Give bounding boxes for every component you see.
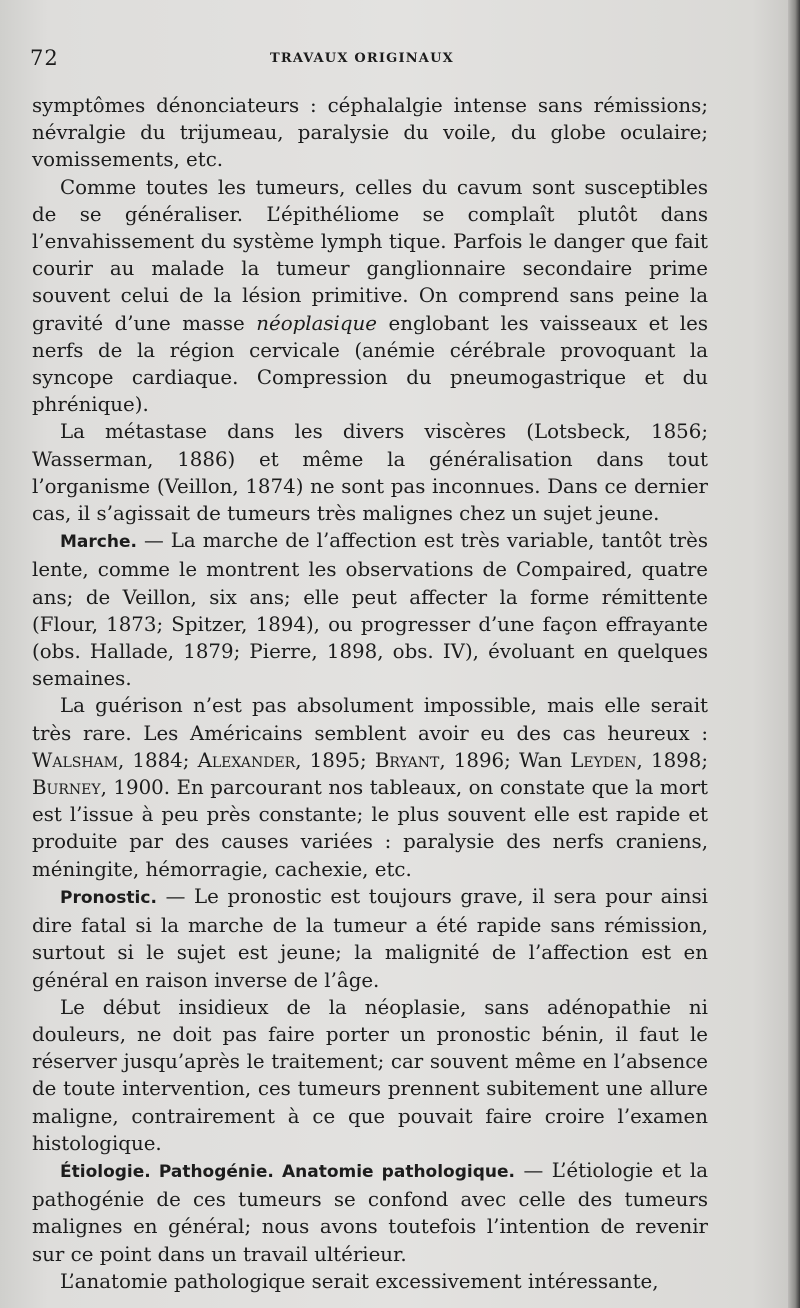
page-header [30, 46, 730, 76]
citation-separator: , 1896; Wan [439, 748, 571, 772]
paragraph-text: — L’étiologie et la pathogénie de ces tumeurs se confond avec celle des tumeurs malignes en général; nous avons toutefois l’intention de revenir sur ce point dans un travail ultérieur. [32, 1158, 708, 1266]
section-heading-pronostic: Pronostic. [60, 887, 157, 908]
paragraph-text: La métastase dans les divers viscères (Lotsbeck, 1856; Wasserman, 1886) et même la généralisation dans tout l’organisme (Veillon, 1874) ne sont pas inconnues. Dans ce dernier cas, il s’agissait de tumeurs très malignes chez un sujet jeune. [32, 420, 708, 526]
citation-separator: , 1895; [295, 748, 375, 772]
emphasis-text: néoplasique [256, 311, 377, 335]
paragraph-debut-insidieux [32, 994, 708, 1157]
body-text [32, 92, 708, 1295]
paragraph-text: La guérison n’est pas absolument impossible, mais elle serait très rare. Les Américains semblent avoir eu des cas heureux : [32, 694, 708, 745]
paragraph-pronostic [32, 883, 708, 994]
paragraph-text: — Le pronostic est toujours grave, il sera pour ainsi dire fatal si la marche de la tumeur a été rapide sans rémission, surtout si le sujet est jeune; la malignité de l’affection est en général en raison inverse de l’âge. [32, 884, 708, 992]
paragraph-marche [32, 527, 708, 692]
author-name: Alexander [197, 748, 296, 772]
citation-separator: , 1898; [636, 748, 708, 772]
author-name: Bryant [374, 748, 440, 772]
paragraph-text: symptômes dénonciateurs : céphalalgie intense sans rémissions; névralgie du trijumeau, paralysie du voile, du globe oculaire; vomissements, etc. [32, 94, 708, 172]
author-name: Walsham [32, 748, 118, 772]
paragraph-guerison [32, 692, 708, 882]
paragraph-metastase [32, 418, 708, 527]
paragraph-text: Comme toutes les tumeurs, celles du cavum sont susceptibles de se généraliser. L’épithéliome se complaît plutôt dans l’envahissement du système lymph tique. Parfois le danger que fait courir au malade la tumeur ganglionnaire secondaire prime souvent celui de la lésion primitive. On comprend sans peine la gravité d’une masse [32, 175, 708, 335]
paragraph-text: , 1900. En parcourant nos tableaux, on constate que la mort est l’issue à peu près constante; le plus souvent elle est rapide et produite par des causes variées : paralysie des nerfs craniens, méningite, hémorragie, cachexie, etc. [32, 776, 708, 881]
paragraph-anatomie [32, 1268, 708, 1295]
paragraph-continuation [32, 92, 708, 174]
running-title: TRAVAUX ORIGINAUX [270, 51, 454, 66]
paragraph-etiologie [32, 1157, 708, 1268]
section-heading-marche: Marche. [60, 532, 137, 553]
page-edge-shadow [788, 0, 800, 1308]
paragraph-text: L’anatomie pathologique serait excessivement intéressante, [60, 1269, 659, 1293]
paragraph-text: — La marche de l’affection est très variable, tantôt très lente, comme le montrent les observations de Compaired, quatre ans; de Veillon, six ans; elle peut affecter la forme rémittente (Flour, 1873; Spitzer, 1894), ou progresser d’une façon effrayante (obs. Hallade, 1879; Pierre, 1898, obs. IV), évoluant en quelques semaines. [32, 529, 708, 691]
paragraph-text: Le début insidieux de la néoplasie, sans adénopathie ni douleurs, ne doit pas faire porter un pronostic bénin, il faut le réserver jusqu’après le traitement; car souvent même en l’absence de toute intervention, ces tumeurs prennent subitement une allure maligne, contrairement à ce que pouvait faire croire l’examen histologique. [32, 995, 708, 1155]
section-heading-etiologie: Étiologie. Pathogénie. Anatomie pathologique. [60, 1161, 515, 1182]
author-name: Burney [32, 776, 101, 800]
page-number: 72 [30, 46, 59, 70]
paragraph-text: englobant les vaisseaux et les nerfs de la région cervicale (anémie cérébrale provoquant la syncope cardiaque. Compression du pneumogastrique et du phrénique). [32, 311, 708, 417]
author-name: Leyden [570, 748, 637, 772]
paragraph-generalisation [32, 174, 708, 419]
citation-separator: , 1884; [117, 748, 198, 772]
